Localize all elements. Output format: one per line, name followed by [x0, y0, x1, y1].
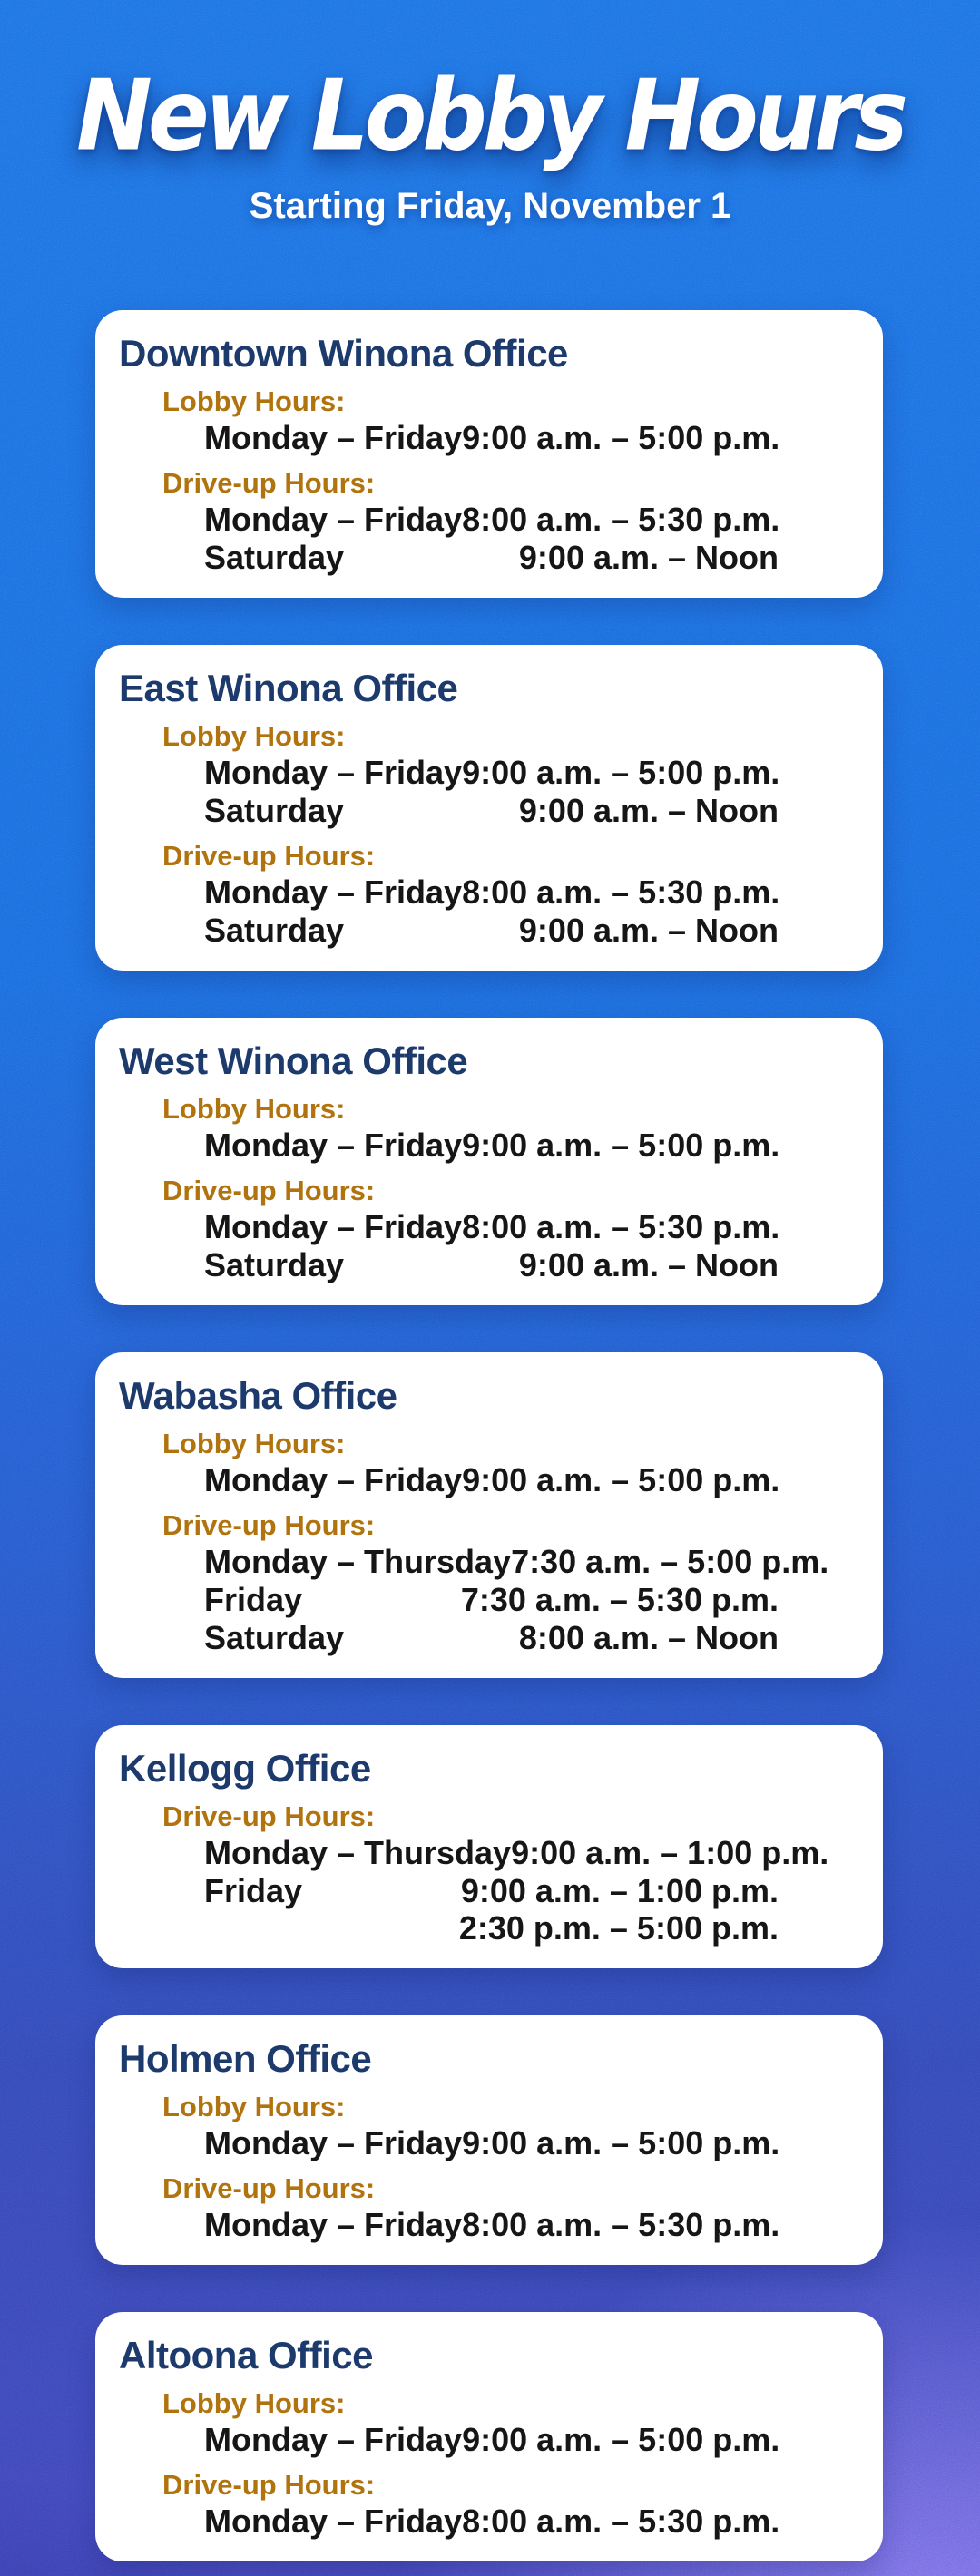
section-label: Drive-up Hours:	[162, 467, 376, 500]
days-label: Monday – Friday	[204, 2124, 463, 2162]
hours-section	[95, 1800, 883, 1947]
times-value	[462, 2421, 779, 2458]
hours-row	[95, 1246, 883, 1283]
times-value	[519, 912, 779, 949]
time-range: 9:00 a.m. – 5:00 p.m.	[462, 2124, 780, 2162]
time-range: 9:00 a.m. – Noon	[518, 1246, 779, 1284]
times-value	[462, 2503, 779, 2540]
section-label: Drive-up Hours:	[162, 1175, 376, 1207]
times-value	[519, 792, 779, 829]
office-card	[95, 1352, 883, 1678]
hours-row	[95, 419, 883, 456]
times-value	[519, 1246, 779, 1283]
time-range: 8:00 a.m. – 5:30 p.m.	[462, 2503, 780, 2541]
days-label: Monday – Friday	[204, 2503, 463, 2541]
days-label: Friday	[204, 1872, 303, 1910]
hours-section	[95, 2171, 883, 2243]
section-label: Drive-up Hours:	[162, 2172, 376, 2205]
hours-row	[95, 1872, 883, 1947]
poster-subtitle: Starting Friday, November 1	[249, 186, 731, 226]
office-card	[95, 310, 883, 598]
office-card	[95, 1725, 883, 1968]
time-range: 9:00 a.m. – Noon	[518, 912, 779, 950]
office-card	[95, 1018, 883, 1305]
hours-section	[95, 719, 883, 829]
section-label: Lobby Hours:	[162, 1093, 346, 1126]
hours-row	[95, 1461, 883, 1498]
office-sections	[95, 1800, 883, 1947]
hours-section	[95, 2386, 883, 2458]
section-label: Lobby Hours:	[162, 2091, 346, 2123]
times-value	[462, 1208, 779, 1245]
hours-row	[95, 1543, 883, 1580]
hours-row	[95, 1581, 883, 1618]
time-range: 8:00 a.m. – Noon	[518, 1619, 779, 1657]
hours-section	[95, 1427, 883, 1498]
days-label: Saturday	[204, 1619, 345, 1657]
times-value	[511, 1543, 828, 1580]
hours-row	[95, 2503, 883, 2540]
time-range: 9:00 a.m. – 5:00 p.m.	[462, 754, 780, 792]
office-card	[95, 2312, 883, 2561]
days-label: Monday – Friday	[204, 1208, 463, 1246]
times-value	[511, 1834, 828, 1871]
times-value	[462, 2124, 779, 2161]
days-label: Monday – Friday	[204, 1127, 463, 1165]
hours-row	[95, 912, 883, 949]
hours-section	[95, 385, 883, 456]
hours-row	[95, 754, 883, 791]
office-name: Altoona Office	[119, 2334, 374, 2377]
time-range: 9:00 a.m. – Noon	[518, 792, 779, 830]
hours-section	[95, 1508, 883, 1656]
office-sections	[95, 2386, 883, 2540]
hours-row	[95, 2421, 883, 2458]
times-value	[462, 1461, 779, 1498]
hours-section	[95, 2090, 883, 2161]
office-name: Holmen Office	[119, 2037, 372, 2081]
hours-row	[95, 1127, 883, 1164]
section-label: Lobby Hours:	[162, 1428, 346, 1460]
hours-row	[95, 792, 883, 829]
time-range: 7:30 a.m. – 5:00 p.m.	[511, 1543, 829, 1581]
time-range: 9:00 a.m. – 5:00 p.m.	[462, 2421, 780, 2459]
days-label: Monday – Friday	[204, 2206, 463, 2244]
time-range: 8:00 a.m. – 5:30 p.m.	[462, 1208, 780, 1246]
time-range: 9:00 a.m. – 5:00 p.m.	[462, 1127, 780, 1165]
office-sections	[95, 2090, 883, 2243]
times-value	[462, 873, 779, 911]
time-range: 9:00 a.m. – 1:00 p.m.	[460, 1872, 779, 1910]
hours-row	[95, 539, 883, 576]
poster-header	[0, 0, 980, 227]
hours-row	[95, 2124, 883, 2161]
poster-title: New Lobby Hours	[76, 58, 904, 173]
hours-row	[95, 2206, 883, 2243]
section-label: Drive-up Hours:	[162, 1800, 376, 1833]
time-range: 9:00 a.m. – 1:00 p.m.	[511, 1834, 829, 1872]
office-name: East Winona Office	[119, 667, 458, 710]
times-value	[519, 539, 779, 576]
hours-section	[95, 1092, 883, 1164]
hours-row	[95, 1834, 883, 1871]
days-label: Saturday	[204, 792, 345, 830]
office-name: Downtown Winona Office	[119, 332, 568, 375]
days-label: Monday – Friday	[204, 2421, 463, 2459]
time-range: 8:00 a.m. – 5:30 p.m.	[462, 2206, 780, 2244]
office-name: Kellogg Office	[119, 1747, 371, 1791]
days-label: Saturday	[204, 912, 345, 950]
days-label: Monday – Friday	[204, 419, 463, 457]
days-label: Saturday	[204, 539, 345, 577]
office-sections	[95, 1092, 883, 1283]
office-cards	[95, 310, 883, 2561]
days-label: Monday – Thursday	[204, 1543, 512, 1581]
time-range: 8:00 a.m. – 5:30 p.m.	[462, 501, 780, 539]
times-value	[461, 1581, 779, 1618]
time-range: 9:00 a.m. – Noon	[518, 539, 779, 577]
days-label: Monday – Thursday	[204, 1834, 512, 1872]
hours-row	[95, 1619, 883, 1656]
hours-section	[95, 839, 883, 949]
section-label: Lobby Hours:	[162, 2387, 346, 2420]
time-range: 9:00 a.m. – 5:00 p.m.	[462, 419, 780, 457]
hours-section	[95, 466, 883, 576]
office-sections	[95, 1427, 883, 1656]
times-value	[462, 754, 779, 791]
days-label: Monday – Friday	[204, 754, 463, 792]
times-value	[519, 1619, 779, 1656]
times-value	[462, 1127, 779, 1164]
office-card	[95, 2015, 883, 2265]
hours-row	[95, 873, 883, 911]
time-range: 8:00 a.m. – 5:30 p.m.	[462, 873, 780, 912]
time-range: 2:30 p.m. – 5:00 p.m.	[458, 1909, 779, 1947]
hours-row	[95, 501, 883, 538]
days-label: Friday	[204, 1581, 303, 1619]
office-sections	[95, 719, 883, 949]
office-card	[95, 645, 883, 971]
section-label: Lobby Hours:	[162, 720, 346, 753]
office-name: West Winona Office	[119, 1039, 468, 1083]
times-value	[459, 1872, 779, 1947]
section-label: Lobby Hours:	[162, 385, 346, 418]
time-range: 9:00 a.m. – 5:00 p.m.	[462, 1461, 780, 1499]
office-sections	[95, 385, 883, 576]
times-value	[462, 2206, 779, 2243]
hours-section	[95, 2468, 883, 2540]
office-name: Wabasha Office	[119, 1374, 397, 1418]
hours-section	[95, 1174, 883, 1283]
days-label: Monday – Friday	[204, 873, 463, 912]
times-value	[462, 501, 779, 538]
section-label: Drive-up Hours:	[162, 2469, 376, 2502]
days-label: Monday – Friday	[204, 1461, 463, 1499]
times-value	[462, 419, 779, 456]
days-label: Saturday	[204, 1246, 345, 1284]
hours-row	[95, 1208, 883, 1245]
section-label: Drive-up Hours:	[162, 1509, 376, 1542]
section-label: Drive-up Hours:	[162, 840, 376, 873]
days-label: Monday – Friday	[204, 501, 463, 539]
time-range: 7:30 a.m. – 5:30 p.m.	[460, 1581, 779, 1619]
